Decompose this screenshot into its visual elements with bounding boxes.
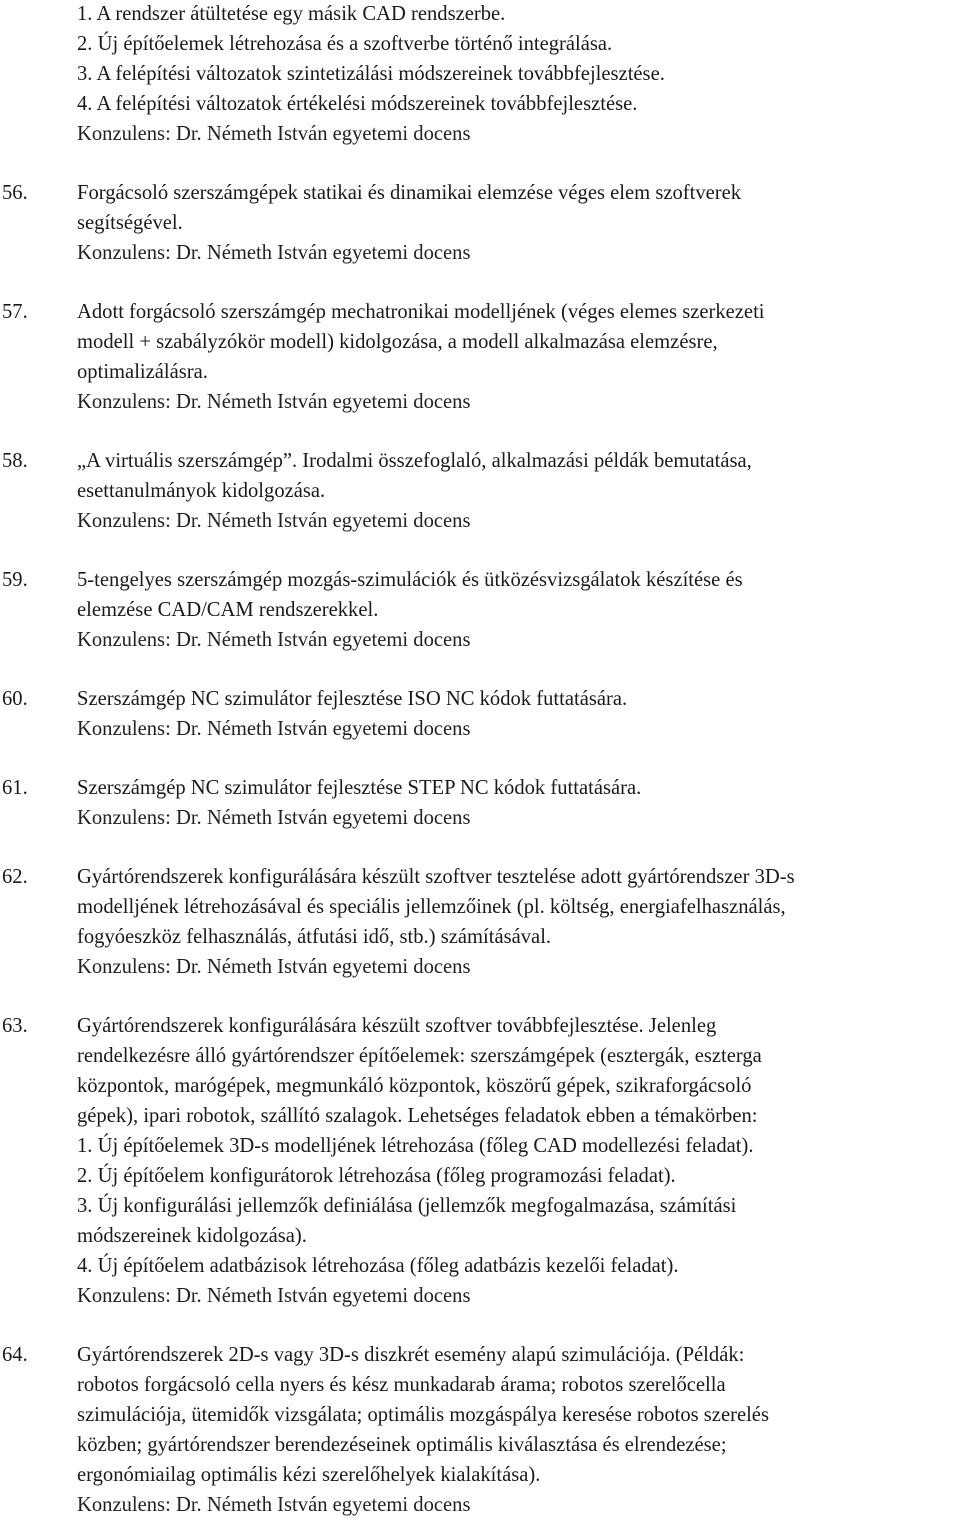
consultant-line: Konzulens: Dr. Németh István egyetemi docens <box>77 1494 471 1516</box>
intro-task-item: 2. Új építőelemek létrehozása és a szoftverbe történő integrálása. <box>77 33 613 55</box>
topic-subtask-line: módszereinek kidolgozása). <box>77 1225 307 1247</box>
consultant-line: Konzulens: Dr. Németh István egyetemi docens <box>77 956 471 978</box>
topic-subtask-line: 3. Új konfigurálási jellemzők definiálása (jellemzők megfogalmazása, számítási <box>77 1195 737 1217</box>
topic-text-line: segítségével. <box>77 212 183 234</box>
topic-number: 58. <box>2 450 28 472</box>
topic-59 <box>0 565 960 655</box>
topic-61 <box>0 773 960 833</box>
topic-text-line: fogyóeszköz felhasználás, átfutási idő, stb.) számításával. <box>77 926 552 948</box>
topic-number: 57. <box>2 301 28 323</box>
intro-task-item: 3. A felépítési változatok szintetizálási módszereinek továbbfejlesztése. <box>77 63 665 85</box>
topic-text-line: optimalizálásra. <box>77 361 208 383</box>
topic-text-line: Adott forgácsoló szerszámgép mechatronikai modelljének (véges elemes szerkezeti <box>77 301 765 323</box>
consultant-line: Konzulens: Dr. Németh István egyetemi docens <box>77 510 471 532</box>
topic-62 <box>0 862 960 982</box>
topic-57 <box>0 297 960 417</box>
consultant-line: Konzulens: Dr. Németh István egyetemi docens <box>77 807 471 829</box>
topic-text-line: „A virtuális szerszámgép”. Irodalmi összefoglaló, alkalmazási példák bemutatása, <box>77 450 752 472</box>
topic-text-line: 5-tengelyes szerszámgép mozgás-szimulációk és ütközésvizsgálatok készítése és <box>77 569 743 591</box>
topic-text-line: rendelkezésre álló gyártórendszer építőelemek: szerszámgépek (esztergák, esztergа <box>77 1045 762 1067</box>
topic-text-line: robotos forgácsoló cella nyers és kész munkadarab árama; robotos szerelőcella <box>77 1374 726 1396</box>
topic-number: 61. <box>2 777 28 799</box>
topic-text-line: közben; gyártórendszer berendezéseinek optimális kiválasztása és elrendezése; <box>77 1434 727 1456</box>
consultant-line: Konzulens: Dr. Németh István egyetemi docens <box>77 242 471 264</box>
topic-58 <box>0 446 960 536</box>
consultant-line: Konzulens: Dr. Németh István egyetemi docens <box>77 629 471 651</box>
topic-text-line: gépek), ipari robotok, szállító szalagok. Lehetséges feladatok ebben a témakörben: <box>77 1105 758 1127</box>
topic-60 <box>0 684 960 744</box>
topic-text-line: esettanulmányok kidolgozása. <box>77 480 326 502</box>
topic-subtask-line: 4. Új építőelem adatbázisok létrehozása (főleg adatbázis kezelői feladat). <box>77 1255 679 1277</box>
consultant-line: Konzulens: Dr. Németh István egyetemi docens <box>77 391 471 413</box>
topic-text-line: Szerszámgép NC szimulátor fejlesztése STEP NC kódok futtatására. <box>77 777 642 799</box>
topic-text-line: elemzése CAD/CAM rendszerekkel. <box>77 599 379 621</box>
topic-56 <box>0 178 960 268</box>
topic-text-line: Gyártórendszerek konfigurálására készült szoftver tesztelése adott gyártórendszer 3D-s <box>77 866 795 888</box>
topic-subtask-line: 1. Új építőelemek 3D-s modelljének létrehozása (főleg CAD modellezési feladat). <box>77 1135 754 1157</box>
intro-task-item: 4. A felépítési változatok értékelési módszereinek továbbfejlesztése. <box>77 93 638 115</box>
topic-text-line: Forgácsoló szerszámgépek statikai és dinamikai elemzése véges elem szoftverek <box>77 182 742 204</box>
topic-text-line: modell + szabályzókör modell) kidolgozása, a modell alkalmazása elemzésre, <box>77 331 718 353</box>
topic-subtask-line: 2. Új építőelem konfigurátorok létrehozása (főleg programozási feladat). <box>77 1165 676 1187</box>
topic-number: 60. <box>2 688 28 710</box>
topic-number: 62. <box>2 866 28 888</box>
topic-number: 59. <box>2 569 28 591</box>
topic-text-line: modelljének létrehozásával és speciális jellemzőinek (pl. költség, energiafelhasználás, <box>77 896 786 918</box>
topic-text-line: központok, marógépek, megmunkáló központok, köszörű gépek, szikraforgácsoló <box>77 1075 752 1097</box>
consultant-line: Konzulens: Dr. Németh István egyetemi docens <box>77 1285 471 1307</box>
consultant-line: Konzulens: Dr. Németh István egyetemi docens <box>77 718 471 740</box>
intro-task-list <box>0 0 960 149</box>
topic-64 <box>0 1340 960 1520</box>
topic-text-line: ergonómiailag optimális kézi szerelőhelyek kialakítása). <box>77 1464 541 1486</box>
topic-number: 64. <box>2 1344 28 1366</box>
consultant-line: Konzulens: Dr. Németh István egyetemi docens <box>77 123 471 145</box>
topic-63 <box>0 1011 960 1311</box>
topic-number: 56. <box>2 182 28 204</box>
intro-task-item: 1. A rendszer átültetése egy másik CAD rendszerbe. <box>77 3 506 25</box>
topic-text-line: Szerszámgép NC szimulátor fejlesztése ISO NC kódok futtatására. <box>77 688 628 710</box>
topic-number: 63. <box>2 1015 28 1037</box>
topic-text-line: szimulációja, ütemidők vizsgálata; optimális mozgáspálya keresése robotos szerelés <box>77 1404 769 1426</box>
topic-text-line: Gyártórendszerek 2D-s vagy 3D-s diszkrét esemény alapú szimulációja. (Példák: <box>77 1344 745 1366</box>
topic-text-line: Gyártórendszerek konfigurálására készült szoftver továbbfejlesztése. Jelenleg <box>77 1015 717 1037</box>
